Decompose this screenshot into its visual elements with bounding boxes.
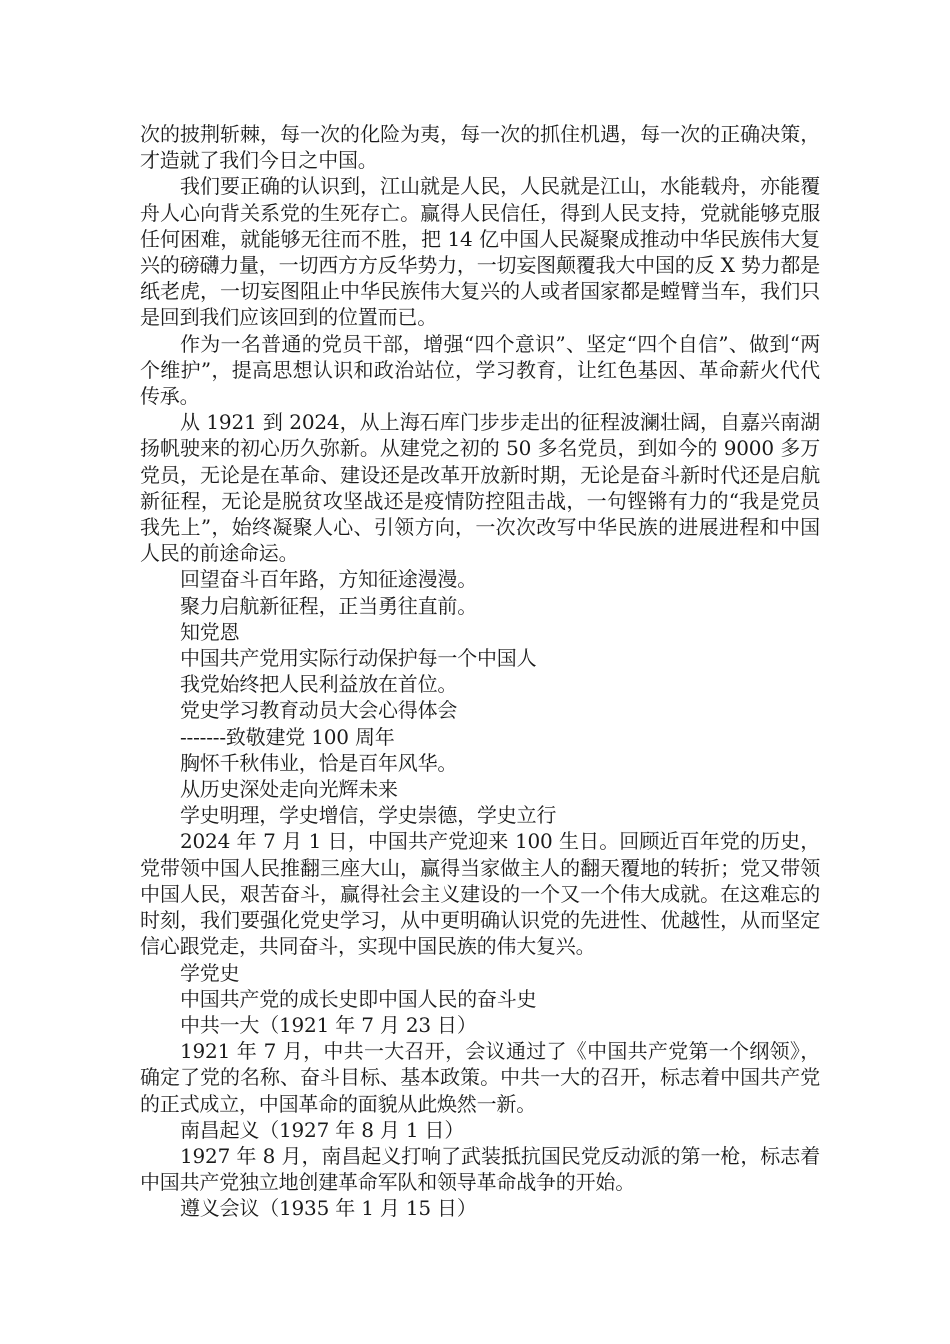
document-subtitle: -------致敬建党 100 周年	[180, 724, 395, 749]
paragraph-event: 1927 年 8 月，南昌起义打响了武装抵抗国民党反动派的第一枪，标志着中国共产党独立地创建革命军队和领导革命战争的开始。	[140, 1143, 820, 1195]
text-line: 从历史深处走向光辉未来	[180, 777, 398, 802]
event-heading: 中共一大（1921 年 7 月 23 日）	[180, 1012, 477, 1037]
text-line: 我党始终把人民利益放在首位。	[180, 672, 458, 697]
paragraph-anniversary: 2024 年 7 月 1 日，中国共产党迎来 100 生日。回顾近百年党的历史，党带领中国人民推翻三座大山，赢得当家做主人的翻天覆地的转折；党又带领中国人民，艰苦奋斗，赢得社会主义建设的一个又一个伟大成就。在这难忘的时刻，我们要强化党史学习，从中更明确认识党的先进性、优越性，从而坚定信心跟党走，共同奋斗，实现中国民族的伟大复兴。	[140, 829, 820, 959]
text-line: 中国共产党用实际行动保护每一个中国人	[180, 646, 537, 671]
text-line: 胸怀千秋伟业，恰是百年风华。	[180, 750, 458, 775]
paragraph-continued: 次的披荆斩棘，每一次的化险为夷，每一次的抓住机遇，每一次的正确决策，才造就了我们今日之中国。	[140, 122, 820, 173]
text-line: 学史明理，学史增信，学史崇德，学史立行	[180, 803, 557, 828]
text-line: 聚力启航新征程，正当勇往直前。	[180, 593, 477, 618]
paragraph-history: 从 1921 到 2024，从上海石库门步步走出的征程波澜壮阔，自嘉兴南湖扬帆驶来的初心历久弥新。从建党之初的 50 多名党员，到如今的 9000 多万党员，无论是在革命、建设还是改革开放新时期，无论是奋斗新时代还是启航新征程，无论是脱贫攻坚战还是疫情防控阻击战，一句铿锵有力的“我是党员我先上”，始终凝聚人心、引领方向，一次次改写中华民族的进展进程和中国人民的前途命运。	[140, 410, 820, 566]
paragraph-people: 我们要正确的认识到，江山就是人民，人民就是江山，水能载舟，亦能覆舟人心向背关系党的生死存亡。赢得人民信任，得到人民支持，党就能够克服任何困难，就能够无往而不胜，把 14 亿中国人民凝聚成推动中华民族伟大复兴的磅礴力量，一切西方方反华势力，一切妄图颠覆我大中国的反 X 势力都是纸老虎，一切妄图阻止中华民族伟大复兴的人或者国家都是螳臂当车，我们只是回到我们应该回到的位置而已。	[140, 174, 820, 330]
document-title: 党史学习教育动员大会心得体会	[180, 698, 458, 723]
document-body	[140, 121, 820, 1222]
section-heading: 知党恩	[180, 619, 240, 644]
event-heading: 南昌起义（1927 年 8 月 1 日）	[180, 1117, 465, 1142]
section-heading: 学党史	[180, 960, 240, 985]
paragraph-party-member: 作为一名普通的党员干部，增强“四个意识”、坚定“四个自信”、做到“两个维护”，提高思想认识和政治站位，学习教育，让红色基因、革命薪火代代传承。	[140, 331, 820, 409]
paragraph-event: 1921 年 7 月，中共一大召开，会议通过了《中国共产党第一个纲领》，确定了党的名称、奋斗目标、基本政策。中共一大的召开，标志着中国共产党的正式成立，中国革命的面貌从此焕然一新。	[140, 1039, 820, 1116]
text-line: 中国共产党的成长史即中国人民的奋斗史	[180, 986, 537, 1011]
text-line: 回望奋斗百年路，方知征途漫漫。	[180, 567, 477, 592]
event-heading: 遵义会议（1935 年 1 月 15 日）	[180, 1196, 477, 1221]
